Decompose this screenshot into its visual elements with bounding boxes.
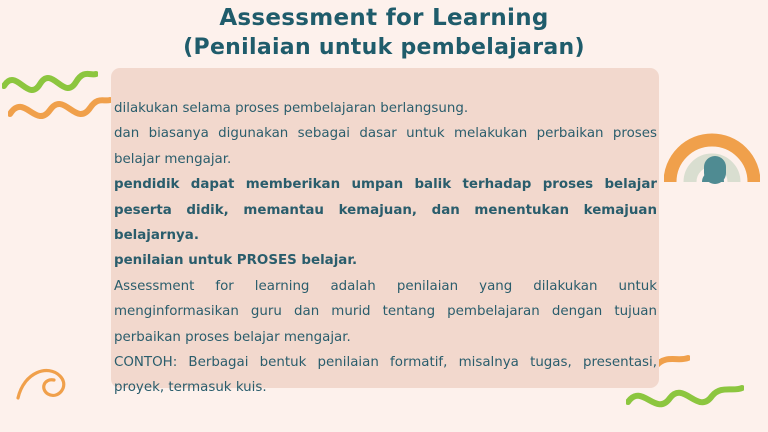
title-line-1: Assessment for Learning: [219, 5, 549, 31]
spiral-swirl-icon: [14, 354, 86, 410]
content-text-block: [114, 96, 657, 396]
body-paragraph: dilakukan selama proses pembelajaran berlangsung.: [114, 101, 469, 116]
wavy-line-orange-icon: [8, 80, 112, 126]
body-paragraph: pendidik dapat memberikan umpan balik terhadap proses belajar peserta didik, memantau kemajuan, dan menentukan kemajuan belajarnya.: [114, 177, 657, 244]
body-paragraph: Assessment for learning adalah penilaian yang dilakukan untuk menginformasikan guru dan murid tentang pembelajaran dengan tujuan perbaikan proses belajar mengajar.: [114, 278, 657, 345]
title-line-2: (Penilaian untuk pembelajaran): [183, 35, 585, 60]
body-paragraph: CONTOH: Berbagai bentuk penilaian formatif, misalnya tugas, presentasi, proyek, termasuk kuis.: [114, 355, 657, 396]
body-paragraph: dan biasanya digunakan sebagai dasar untuk melakukan perbaikan proses belajar mengajar.: [114, 126, 657, 167]
slide-title: [0, 4, 768, 62]
rainbow-arc-icon: [664, 78, 760, 188]
body-paragraph: penilaian untuk PROSES belajar.: [114, 253, 358, 269]
